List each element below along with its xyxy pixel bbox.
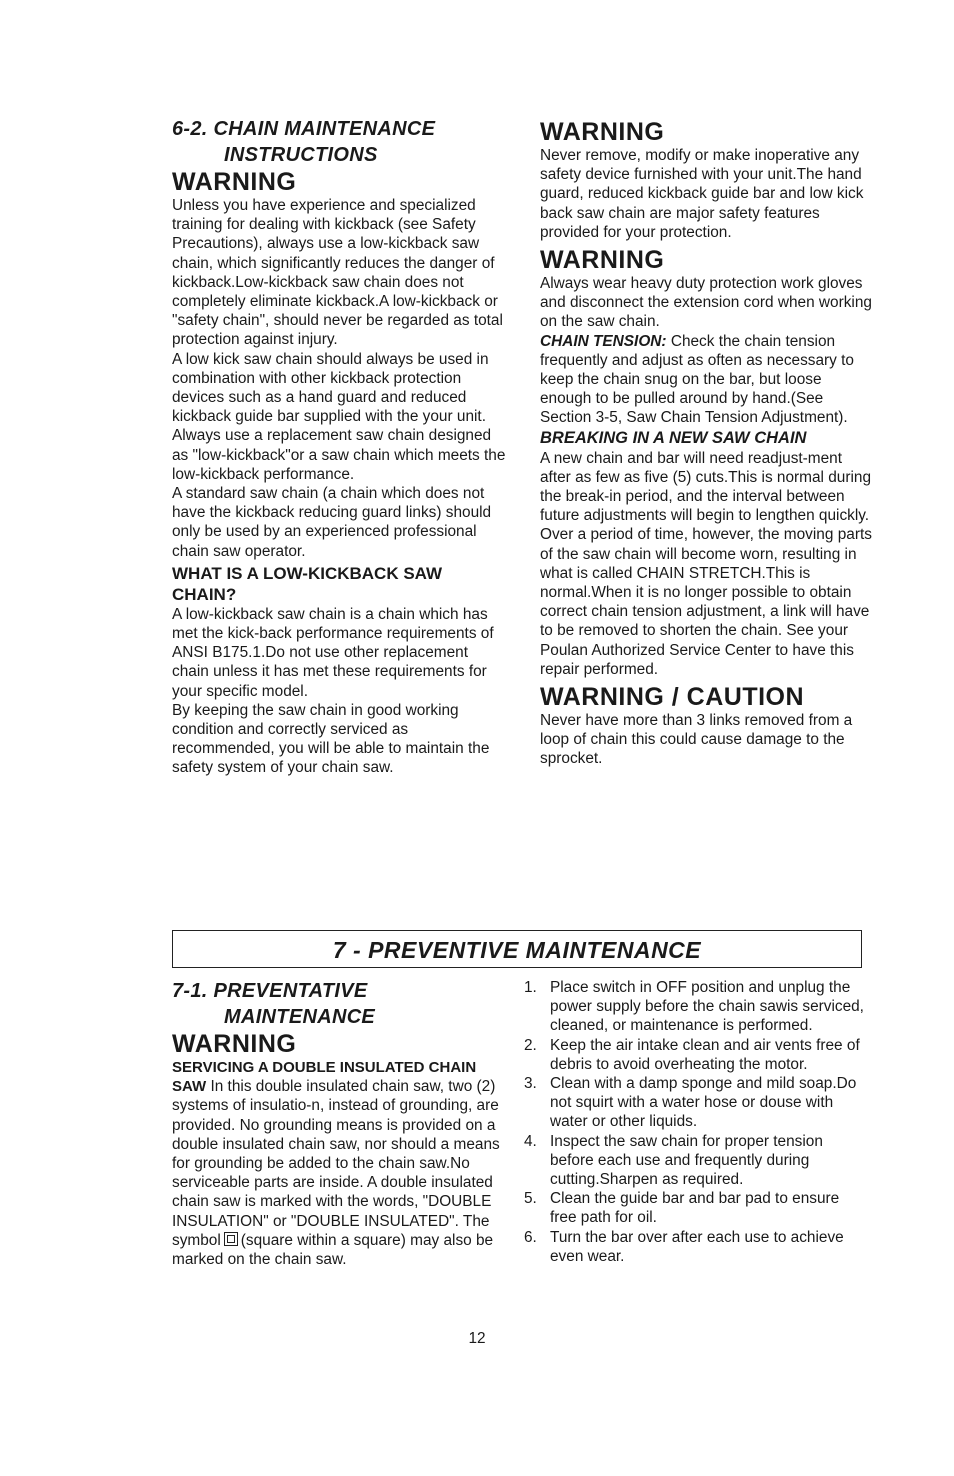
paragraph: A low-kickback saw chain is a chain which has met the kick-back performance requirements of ANSI B175.1.Do not use other replacement chain unless it has met these requirements for your specific model.	[172, 605, 494, 700]
step-text: Turn the bar over after each use to achieve even wear.	[550, 1228, 844, 1265]
warning-heading: WARNING	[172, 168, 297, 196]
step-text: Place switch in OFF position and unplug the power supply before the chain sawis serviced, cleaned, or maintenance is performed.	[550, 979, 864, 1035]
paragraph: Unless you have experience and specialized training for dealing with kickback (see Safety Precautions), always use a low-kickback saw chain, which significantly reduces the danger of kickback.Low-kickback saw chain does not completely eliminate kickback.A low-kickback or "safety chain", should never be regarded as total protection against injury.	[172, 197, 503, 349]
double-insulated-text: In this double insulated chain saw, two (2) systems of insulatio-n, instead of grounding, are provided. No grounding means is provided on a double insulated chain saw, nor should a means for grounding be added to the chain saw.No serviceable parts are inside. A double insulated chain saw is marked with the words, "DOUBLE INSULATION" or "DOUBLE INSULATED". The symbol	[172, 1078, 500, 1249]
section-title-line1: 7-1. PREVENTATIVE	[172, 980, 368, 1002]
bottom-right-column	[524, 978, 864, 1266]
step-text: Inspect the saw chain for proper tension before each use and frequently during cutting.Sharpen as required.	[550, 1132, 823, 1189]
step-number: 6.	[524, 1228, 537, 1246]
chain-tension-label: CHAIN TENSION:	[540, 332, 667, 350]
step-number: 3.	[524, 1075, 537, 1093]
step-text: Keep the air intake clean and air vents free of debris to avoid overheating the motor.	[550, 1036, 860, 1073]
list-item	[524, 1036, 864, 1074]
list-item	[524, 1132, 864, 1190]
double-insulated-lead: SERVICING A DOUBLE INSULATED CHAIN SAW	[172, 1059, 477, 1096]
low-kickback-subheading: WHAT IS A LOW-KICKBACK SAW CHAIN?	[172, 563, 443, 604]
paragraph: By keeping the saw chain in good working condition and correctly serviced as recommended, you will be able to maintain the safety system of your chain saw.	[172, 701, 490, 777]
step-number: 4.	[524, 1132, 537, 1150]
step-number: 1.	[524, 979, 537, 996]
paragraph: A low kick saw chain should always be used in combination with other kickback protection devices such as a hand guard and reduced kickback guide bar supplied with the your unit.	[172, 350, 489, 426]
warning-heading: WARNING	[172, 1030, 297, 1058]
maintenance-steps	[524, 978, 864, 1266]
step-number: 2.	[524, 1036, 537, 1054]
warning-heading: WARNING	[540, 246, 665, 275]
right-column	[540, 118, 875, 769]
step-text: Clean with a damp sponge and mild soap.Do not squirt with a water hose or douse with water or other liquids.	[550, 1075, 857, 1131]
section-title-line1: 6-2. CHAIN MAINTENANCE	[172, 118, 436, 140]
step-number: 5.	[524, 1190, 537, 1208]
left-column	[172, 116, 507, 778]
square-in-square-icon	[224, 1232, 238, 1246]
list-item	[524, 1074, 864, 1132]
chain-tension-text: Check the chain tension frequently and adjust as often as necessary to keep the chain snug on the bar, but loose enough to be pulled around by hand.(See Section 3-5, Saw Chain Tension Adjustment).	[540, 332, 854, 427]
list-item	[524, 1228, 864, 1266]
paragraph: Over a period of time, however, the moving parts of the saw chain will become worn, resulting in what is called CHAIN STRETCH.This is normal.When it is no longer possible to obtain correct chain tension adjustment, a link will have to be removed to shorten the chain. See your Poulan Authorized Service Center to have this repair performed.	[540, 526, 872, 678]
double-insulated-paragraph	[172, 1058, 502, 1269]
bottom-left-column	[172, 978, 502, 1269]
caution-text: Never have more than 3 links removed from a loop of chain this could cause damage to the sprocket.	[540, 712, 853, 768]
paragraph: A new chain and bar will need readjust-ment after as few as five (5) cuts.This is normal during the break-in period, and the interval between future adjustments will begin to lengthen quickly.	[540, 449, 872, 525]
page-number: 12	[468, 1330, 486, 1347]
warning-text: Always wear heavy duty protection work gloves and disconnect the extension cord when working on the saw chain.	[540, 275, 872, 331]
warning-text: Never remove, modify or make inoperative any safety device furnished with your unit.The hand guard, reduced kickback guide bar and low kick back saw chain are major safety features provided for your protection.	[540, 147, 864, 241]
chain-tension-paragraph	[540, 332, 875, 428]
list-item	[524, 978, 864, 1036]
paragraph: A standard saw chain (a chain which does not have the kickback reducing guard links) should only be used by an experienced professional chain saw operator.	[172, 485, 492, 560]
double-insulated-text-end: (square within a square) may also be marked on the chain saw.	[172, 1231, 494, 1269]
breaking-in-heading: BREAKING IN A NEW SAW CHAIN	[540, 428, 807, 447]
banner-title: 7 - PREVENTIVE MAINTENANCE	[332, 937, 702, 963]
section-title-line2: MAINTENANCE	[224, 1006, 376, 1028]
section-banner	[172, 930, 862, 968]
warning-heading: WARNING	[540, 118, 665, 146]
section-title-6-2	[172, 116, 507, 168]
list-item	[524, 1189, 864, 1227]
step-text: Clean the guide bar and bar pad to ensure free path for oil.	[550, 1190, 840, 1227]
warning-caution-heading: WARNING / CAUTION	[540, 683, 805, 712]
section-title-line2: INSTRUCTIONS	[224, 144, 378, 166]
paragraph: Always use a replacement saw chain designed as "low-kickback"or a saw chain which meets the low-kickback performance.	[172, 427, 506, 483]
section-title-7-1	[172, 978, 502, 1030]
